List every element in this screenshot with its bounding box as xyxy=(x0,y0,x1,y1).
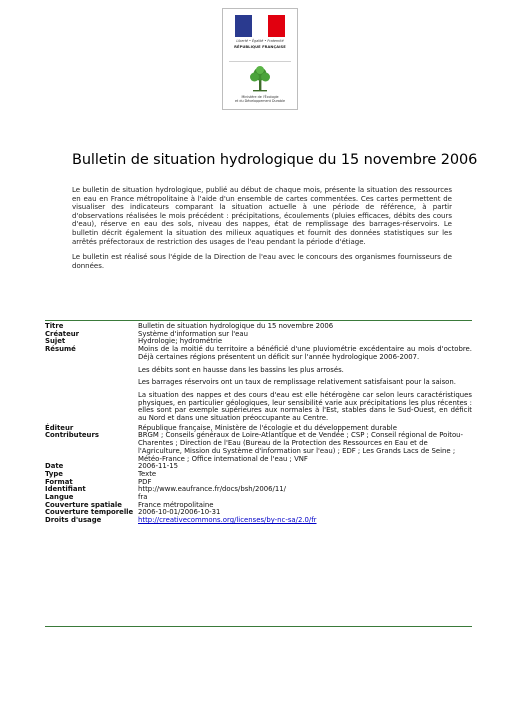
meta-label: Résumé xyxy=(45,345,76,354)
intro-paragraph: Le bulletin de situation hydrologique, publié au début de chaque mois, présente la situation des ressources en eau en France métropolitaine à l'aide d'un ensemble de cartes commentées. Ces cartes permettent de visualiser des indicateurs comparant la situation actuelle à une période de référence, à partir d'observations réalisées le mois précédent : précipitations, écoulements (pluies efficaces, débits des cours d'eau), réserve en eau des sols, niveau des nappes, état de remplissage des barrages-réservoirs. Le bulletin décrit également la situation des milieux aquatiques et fournit des données statistiques sur les arrêtés préfectoraux de restriction des usages de l'eau pendant la période d'étiage. xyxy=(72,186,452,246)
ministry-line-2: et du Développement Durable xyxy=(234,99,285,104)
meta-label: Couverture spatiale xyxy=(45,500,122,509)
intro-paragraph: Le bulletin est réalisé sous l'égide de la Direction de l'eau avec le concours des organismes fournisseurs de données. xyxy=(72,253,452,270)
meta-label: Titre xyxy=(45,322,64,330)
document-title: Bulletin de situation hydrologique du 15 novembre 2006 xyxy=(72,152,478,168)
meta-value: fra xyxy=(138,493,148,502)
meta-label: Droits d'usage xyxy=(45,516,102,525)
meta-value: Système d'information sur l'eau xyxy=(138,329,248,338)
meta-label: Éditeur xyxy=(45,423,74,432)
meta-label: Identifiant xyxy=(45,485,86,494)
meta-row-createur xyxy=(45,331,472,339)
resume-paragraph: Moins de la moitié du territoire a bénéficié d'une pluviométrie excédentaire au mois d'octobre. Déjà certaines régions présentent un déficit sur l'année hydrologique 2006-2007. xyxy=(138,345,472,361)
meta-value: France métropolitaine xyxy=(138,500,214,509)
meta-value-resume xyxy=(138,346,472,423)
meta-value: Hydrologie; hydrométrie xyxy=(138,337,223,346)
meta-value: 2006-11-15 xyxy=(138,462,179,471)
meta-label: Langue xyxy=(45,493,74,502)
meta-row-resume xyxy=(45,346,472,423)
meta-row-titre xyxy=(45,323,472,331)
republic-motto: Liberté • Égalité • Fraternité xyxy=(236,39,284,43)
meta-value xyxy=(138,517,472,525)
meta-row-type xyxy=(45,471,472,479)
meta-row-identifiant xyxy=(45,486,472,494)
meta-value: République française, Ministère de l'écologie et du développement durable xyxy=(138,423,397,432)
meta-row-droits xyxy=(45,517,472,525)
tree-icon xyxy=(247,65,273,93)
meta-value: 2006-10-01/2006-10-31 xyxy=(138,508,221,517)
meta-label: Créateur xyxy=(45,329,80,338)
republique-francaise-logo xyxy=(231,15,289,55)
resume-paragraph: La situation des nappes et des cours d'eau est elle hétérogène car selon leurs caractéristiques physiques, en particulier géologiques, leur sensibilité varie aux précipitations les plus récentes : elles sont par exemple supérieures aux normales à l'Est, stables dans le Sud-Ouest, en déficit au Nord et dans une situation préoccupante au Centre. xyxy=(138,390,472,423)
meta-label: Sujet xyxy=(45,337,66,346)
republic-name: RÉPUBLIQUE FRANÇAISE xyxy=(234,45,286,49)
meta-value: http://www.eaufrance.fr/docs/bsh/2006/11/ xyxy=(138,485,286,494)
meta-value: Texte xyxy=(138,469,157,478)
resume-paragraph: Les débits sont en hausse dans les bassins les plus arrosés. xyxy=(138,365,344,374)
resume-paragraph: Les barrages réservoirs ont un taux de remplissage relativement satisfaisant pour la saison. xyxy=(138,378,456,387)
meta-label: Format xyxy=(45,477,73,486)
meta-label: Couverture temporelle xyxy=(45,508,134,517)
ministry-line-1: Ministère de l'Écologie xyxy=(241,95,279,99)
meta-value: PDF xyxy=(138,477,152,486)
ministry-name xyxy=(223,95,297,103)
meta-label: Contributeurs xyxy=(45,431,99,440)
license-link[interactable]: http://creativecommons.org/licenses/by-nc-sa/2.0/fr xyxy=(138,516,317,525)
meta-value: BRGM ; Conseils généraux de Loire-Atlantique et de Vendée ; CSP ; Conseil régional de Poitou-Charentes ; Direction de l'Eau (Bureau de la Protection des Ressources en Eau et de l'Agriculture, Mission du Système d'information sur l'eau) ; EDF ; Les Grands Lacs de Seine ; Météo-France ; Office international de l'eau ; VNF xyxy=(138,431,464,463)
table-top-rule xyxy=(45,320,472,321)
metadata-table xyxy=(45,323,472,525)
meta-label: Date xyxy=(45,462,64,471)
table-bottom-rule xyxy=(45,626,472,627)
logo-divider xyxy=(229,61,291,62)
meta-row-date xyxy=(45,463,472,471)
meta-row-contributeurs xyxy=(45,432,472,463)
marianne-flag-icon xyxy=(235,15,285,37)
meta-value: Bulletin de situation hydrologique du 15 novembre 2006 xyxy=(138,322,334,330)
intro-text xyxy=(72,186,452,277)
meta-label: Type xyxy=(45,469,63,478)
government-logo-block xyxy=(222,8,298,110)
